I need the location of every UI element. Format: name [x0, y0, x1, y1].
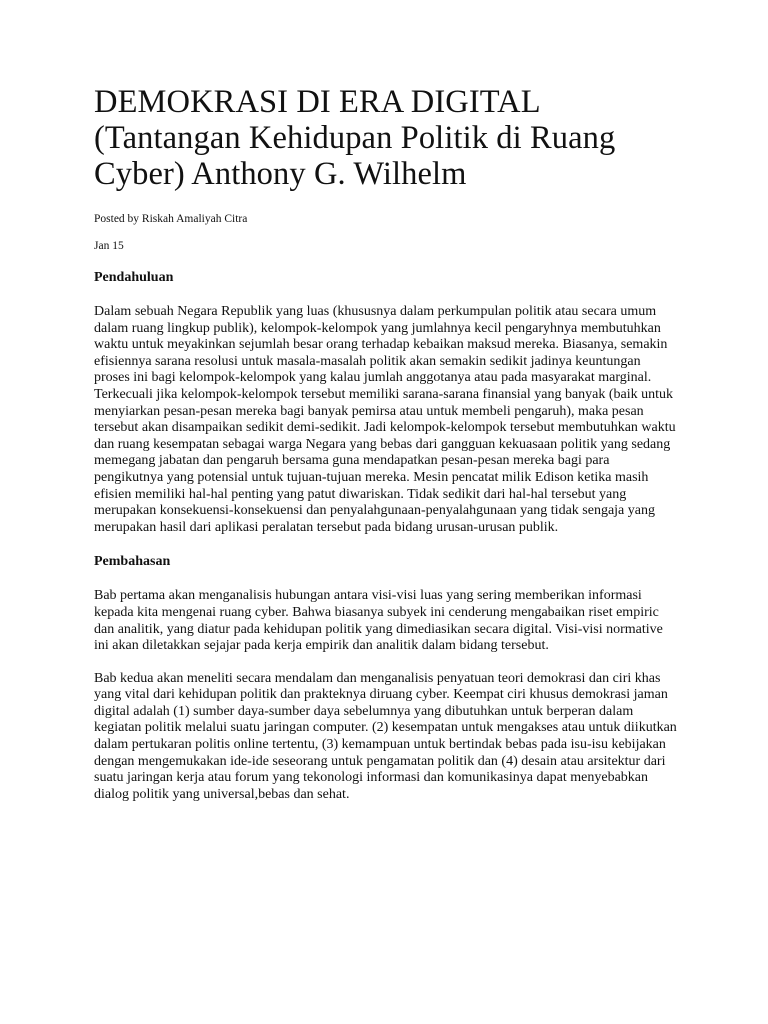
section-heading-pendahuluan: Pendahuluan: [94, 270, 174, 285]
paragraph-pembahasan-2: Bab kedua akan meneliti secara mendalam dan menganalisis penyatuan teori demokrasi dan ciri khas yang vital dari kehidupan politik dan prakteknya diruang cyber. Keempat ciri khusus demokrasi jaman digital adalah (1) sumber daya-sumber daya sebelumnya yang dibutuhkan untuk berperan dalam kegiatan politik melalui suatu jaringan computer. (2) kesempatan untuk mengakses atau untuk diikutkan dalam pertukaran politis online tertentu, (3) kemampuan untuk bertindak bebas pada isu-isu kebijakan dengan mengemukakan ide-ide seseorang untuk pengamatan politik dan (4) desain atau arsitektur dari suatu jaringan kerja atau forum yang tekonologi informasi dan komunikasinya dapat menyebabkan dialog politik yang universal,bebas dan sehat.: [94, 670, 677, 802]
paragraph-pendahuluan-1: Dalam sebuah Negara Republik yang luas (khususnya dalam perkumpulan politik atau secara umum dalam ruang lingkup publik), kelompok-kelompok yang jumlahnya kecil pengaryhnya membutuhkan waktu untuk meyakinkan sejumlah besar orang terhadap kebaikan maksud mereka. Biasanya, semakin efisiennya sarana resolusi untuk masala-masalah politik akan semakin sedikit jadinya keuntungan proses ini bagi kelompok-kelompok yang kalau jumlah anggotanya atau pada masyarakat marginal. Terkecuali jika kelompok-kelompok tersebut memiliki sarana-sarana finansial yang banyak (baik untuk menyiarkan pesan-pesan mereka bagi banyak pemirsa atau untuk membeli pengaruh), maka pesan tersebut akan disampaikan sedikit demi-sedikit. Jadi kelompok-kelompok tersebut membutuhkan waktu dan ruang kesempatan sebagai warga Negara yang bebas dari gangguan kekuasaan politik yang sedang memegang jabatan dan pengaruh bersama guna mendapatkan pesan-pesan mereka bagi para pengikutnya yang potensial untuk tujuan-tujuan mereka. Mesin pencatat milik Edison ketika masih efisien memiliki hal-hal penting yang patut diwariskan. Tidak sedikit dari hal-hal tersebut yang merupakan konsekuensi-konsekuensi dan penyalahgunaan-penyalahgunaan yang tidak sengaja yang merupakan hasil dari aplikasi peralatan tersebut pada bidang urusan-urusan publik.: [94, 304, 676, 535]
post-date: Jan 15: [94, 240, 124, 252]
paragraph-pembahasan-1: Bab pertama akan menganalisis hubungan antara visi-visi luas yang sering memberikan informasi kepada kita mengenai ruang cyber. Bahwa biasanya subyek ini cenderung mengabaikan riset empiric dan analitik, yang diatur pada kehidupan politik yang dimediasikan secara digital. Visi-visi normative ini akan diletakkan sejajar pada kerja empirik dan analitik dalam bidang tersebut.: [94, 588, 663, 654]
document-title: DEMOKRASI DI ERA DIGITAL (Tantangan Kehidupan Politik di Ruang Cyber) Anthony G. Wilhelm: [94, 84, 616, 192]
section-heading-pembahasan: Pembahasan: [94, 554, 171, 570]
posted-by: Posted by Riskah Amaliyah Citra: [94, 213, 248, 225]
